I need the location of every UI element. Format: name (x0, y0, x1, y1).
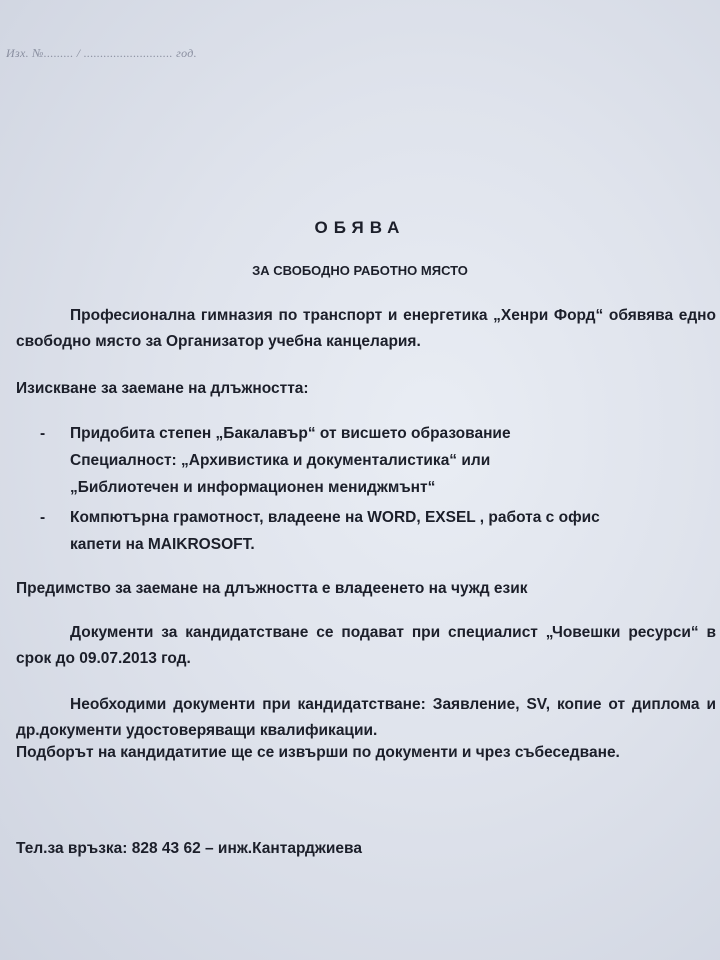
documents-needed-paragraph: Необходими документи при кандидатстване: Заявление, SV, копие от диплома и др.документи удостоверяващи квалификации. (16, 696, 716, 739)
selection-paragraph: Подборът на кандидатитие ще се извърши по документи и чрез събеседване. (16, 744, 620, 761)
requirement-line: Специалност: „Архивистика и документалистика“ или (70, 452, 491, 469)
advantage-paragraph: Предимство за заемане на длъжността е владеенето на чужд език (16, 580, 528, 597)
list-dash: - (40, 425, 46, 442)
requirement-line: Компютърна грамотност, владеене на WORD, EXSEL , работа с офис (70, 509, 600, 526)
contact-line: Тел.за връзка: 828 43 62 – инж.Кантарджиева (16, 840, 362, 857)
requirements-heading: Изискване за заемане на длъжността: (16, 380, 309, 397)
requirement-item-computer-skills (40, 504, 720, 558)
documents-deadline-paragraph: Документи за кандидатстване се подават при специалист „Човешки ресурси“ в срок до 09.07.2013 год. (16, 624, 716, 667)
requirement-line: Придобита степен „Бакалавър“ от висшето образование (70, 425, 511, 442)
requirements-list (40, 420, 720, 558)
document-subtitle: ЗА СВОБОДНО РАБОТНО МЯСТО (252, 263, 468, 278)
requirement-item-education (40, 420, 720, 501)
requirement-line: капети на MAIKROSOFT. (70, 536, 255, 553)
requirement-line: „Библиотечен и информационен мениджмънт“ (70, 479, 436, 496)
intro-paragraph: Професионална гимназия по транспорт и енергетика „Хенри Форд“ обявява едно свободно място за Организатор учебна канцелария. (16, 307, 716, 350)
list-dash: - (40, 509, 46, 526)
outgoing-number-line: Изх. №......... / ........................... год. (6, 46, 197, 60)
document-title: ОБЯВА (314, 218, 406, 237)
